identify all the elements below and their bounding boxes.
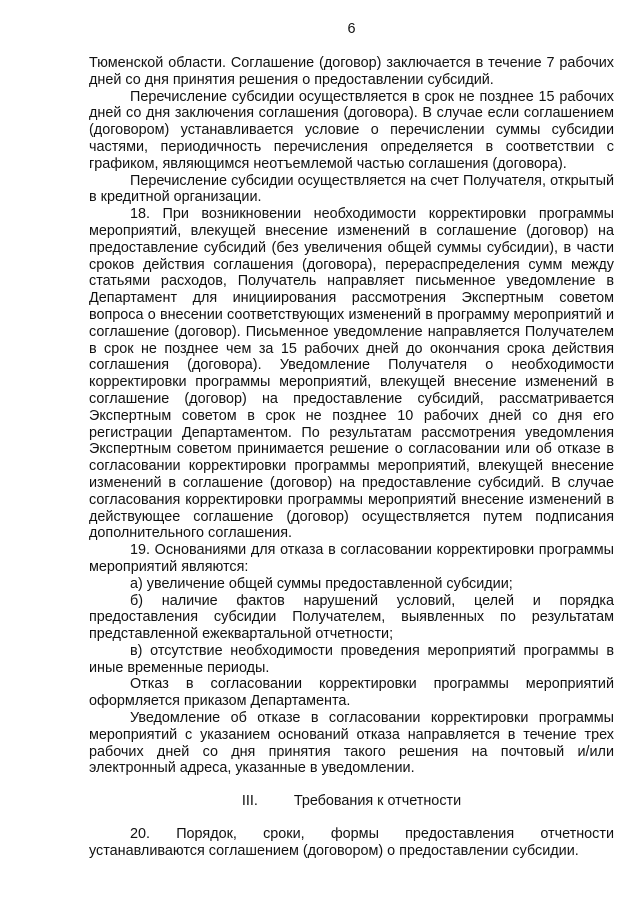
paragraph-item-19-a: а) увеличение общей суммы предоставленной субсидии; bbox=[130, 575, 513, 592]
paragraph-continuation: Тюменской области. Соглашение (договор) заключается в течение 7 рабочих дней со дня принятия решения о предоставлении субсидий. bbox=[89, 55, 614, 88]
document-body bbox=[89, 55, 614, 860]
paragraph-transfer-terms: Перечисление субсидии осуществляется в срок не позднее 15 рабочих дней со дня заключения соглашения (договора). В случае если соглашением (договором) устанавливается условие о перечислении суммы субсидии частями, периодичность перечисления определяется в соответствии с графиком, являющимся неотъемлемой частью соглашения (договора). bbox=[89, 88, 614, 172]
paragraph-refusal-notice: Уведомление об отказе в согласовании корректировки программы мероприятий с указанием оснований отказа направляется в течение трех рабочих дней со дня принятия такого решения на почтовый и/или электронный адреса, указанные в уведомлении. bbox=[89, 710, 614, 777]
section-heading bbox=[89, 793, 614, 810]
paragraph-item-19-b: б) наличие фактов нарушений условий, целей и порядка предоставления субсидии Получателем, выявленных по результатам представленной ежеквартальной отчетности; bbox=[89, 592, 614, 643]
paragraph-item-19-c: в) отсутствие необходимости проведения мероприятий программы в иные временные периоды. bbox=[89, 642, 614, 676]
paragraph-item-19: 19. Основаниями для отказа в согласовании корректировки программы мероприятий являются: bbox=[89, 542, 614, 575]
section-title: Требования к отчетности bbox=[293, 793, 462, 810]
page-number: 6 bbox=[347, 21, 356, 37]
paragraph-item-18: 18. При возникновении необходимости корректировки программы мероприятий, влекущей внесение изменений в соглашение (договор) на предоставление субсидий (без увеличения общей суммы субсидии), в части сроков действия соглашения (договора), перераспределения сумм между статьями расходов, Получатель направляет письменное уведомление в Департамент для инициирования рассмотрения Экспертным советом вопроса о внесении соответствующих изменений в программу мероприятий и соглашение (договор). Письменное уведомление направляется Получателем в срок не позднее чем за 15 рабочих дней до окончания срока действия соглашения (договора). Уведомление Получателя о необходимости корректировки программы мероприятий, влекущей внесение изменений в соглашение (договор) на предоставление субсидий, рассматривается Экспертным советом в срок не позднее 10 рабочих дней со дня его регистрации Департаментом. По результатам рассмотрения уведомления Экспертным советом принимается решение о согласовании или об отказе в согласовании корректировки программы мероприятий, влекущей внесение изменений в соглашение (договор) на предоставление субсидий. В случае согласования корректировки программы мероприятий внесение изменений в действующее соглашение (договор) осуществляется путем подписания дополнительного соглашения. bbox=[89, 206, 614, 542]
paragraph-item-20: 20. Порядок, сроки, формы предоставления отчетности устанавливаются соглашением (договором) о предоставлении субсидии. bbox=[89, 826, 614, 859]
paragraph-transfer-account: Перечисление субсидии осуществляется на счет Получателя, открытый в кредитной организации. bbox=[89, 172, 614, 206]
paragraph-refusal-order: Отказ в согласовании корректировки программы мероприятий оформляется приказом Департамента. bbox=[89, 676, 614, 710]
section-number: III. bbox=[241, 793, 258, 810]
